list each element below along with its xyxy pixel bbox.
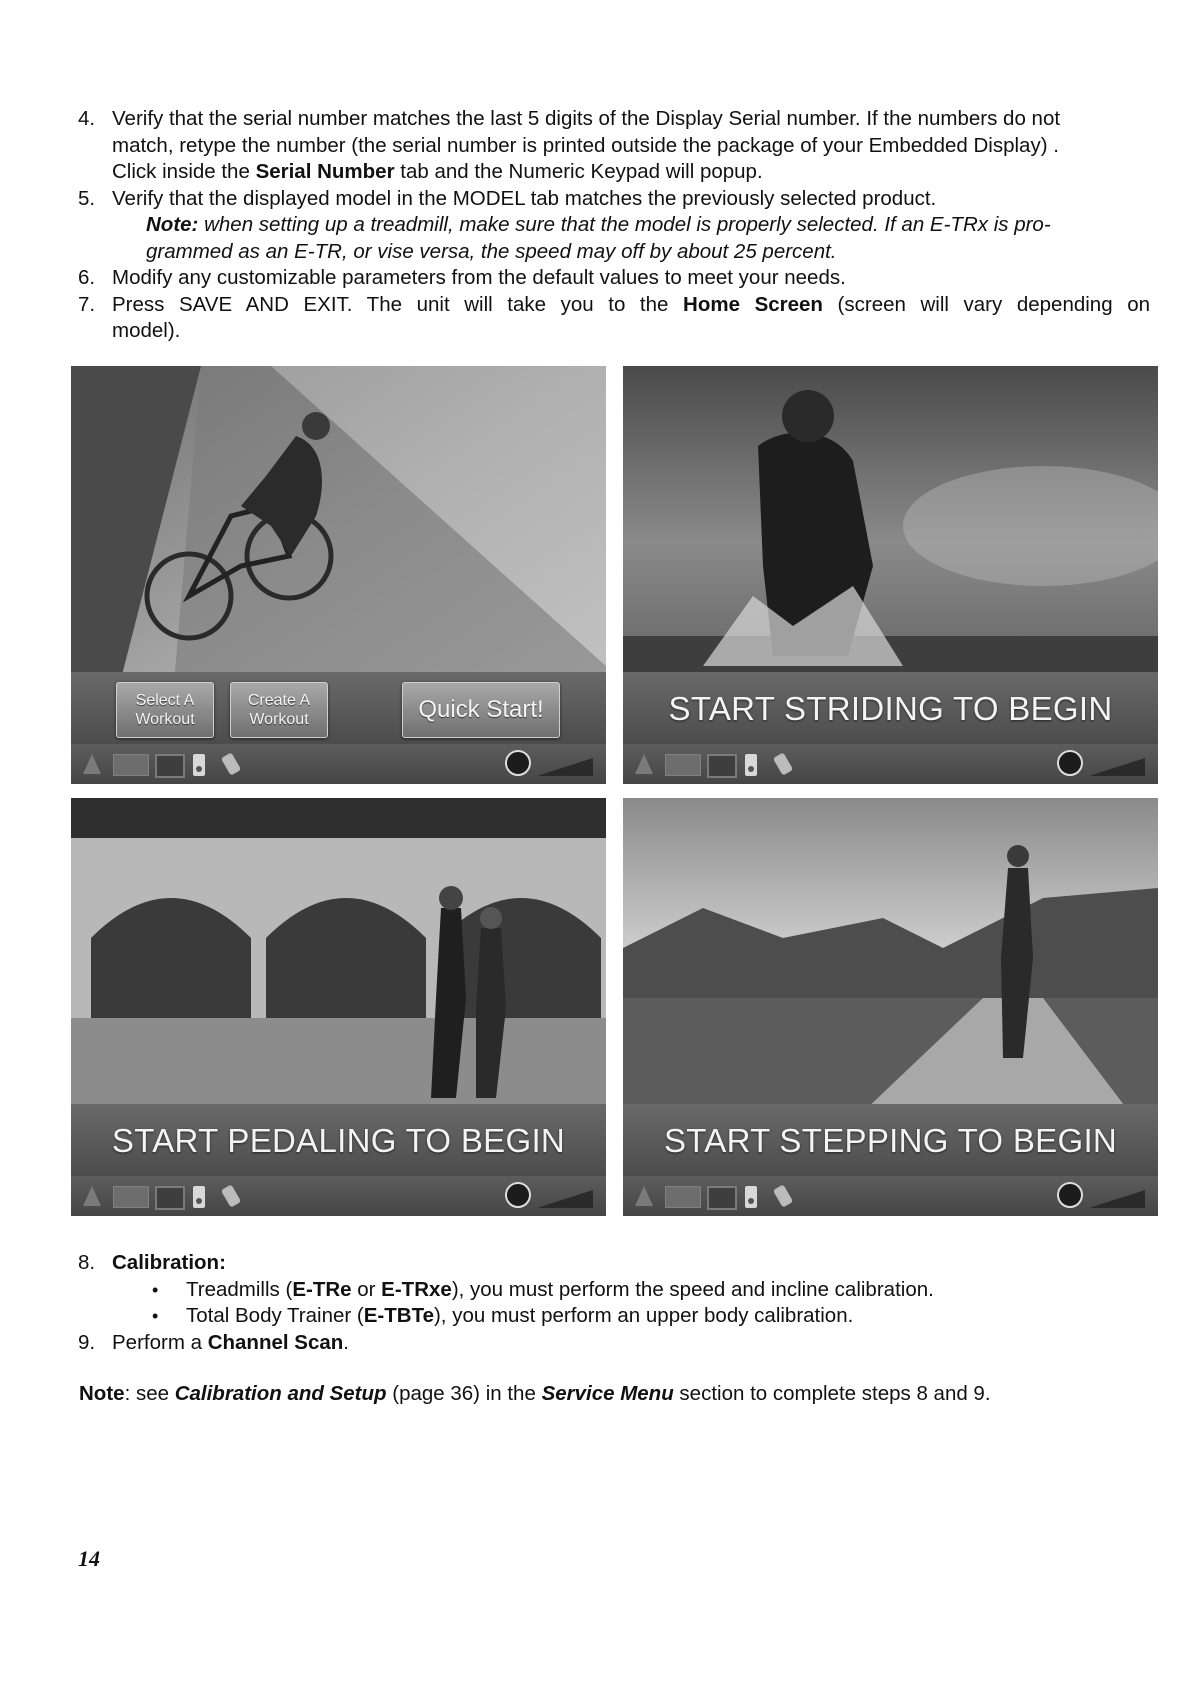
home-icon[interactable] (83, 754, 101, 774)
model-name: E-TBTe (363, 1304, 434, 1327)
keypad-icon[interactable] (113, 754, 149, 776)
volume-icon[interactable] (1089, 1190, 1145, 1208)
walkers-courtyard-photo (71, 798, 606, 1150)
volume-icon[interactable] (537, 1190, 593, 1208)
taskbar (623, 1176, 1158, 1216)
bullet-text: Treadmills ( (186, 1277, 293, 1301)
keypad-icon[interactable] (665, 754, 701, 776)
bike-home-screen (71, 366, 606, 784)
keypad-icon[interactable] (113, 1186, 149, 1208)
bullet-text: or (351, 1277, 382, 1301)
tv-icon[interactable] (155, 1186, 185, 1210)
note-text: when setting up a treadmill, make sure that the model is properly selected. If an E-TRx is pro- (198, 213, 1051, 236)
note-label: Note: (146, 213, 199, 236)
note-text: (page 36) in the (386, 1382, 542, 1405)
note-line (146, 212, 1150, 239)
step-number: 7. (78, 292, 96, 316)
step-text-line: match, retype the number (the serial number is printed outside the package of your Embedded Display) . (112, 133, 1059, 157)
step-5 (66, 186, 1150, 213)
note-text: section to complete steps 8 and 9. (673, 1382, 991, 1405)
volume-icon[interactable] (1089, 758, 1145, 776)
step-text: Press SAVE AND EXIT. The unit will take you to the (112, 292, 684, 316)
banner (623, 672, 1158, 744)
banner (623, 1104, 1158, 1176)
start-stepping-label[interactable]: START STEPPING TO BEGIN (663, 1122, 1118, 1159)
step-text-line: model). (112, 319, 181, 342)
step-6 (66, 265, 1150, 292)
keypad-icon[interactable] (665, 1186, 701, 1208)
start-striding-label[interactable]: START STRIDING TO BEGIN (668, 690, 1113, 727)
music-icon[interactable] (505, 1182, 531, 1208)
step-text: Click inside the (112, 160, 256, 183)
step-text: tab and the Numeric Keypad will popup. (394, 160, 763, 183)
home-screen-term: Home Screen (683, 292, 823, 316)
steps-bottom-list (66, 1250, 1150, 1356)
note-line: grammed as an E-TR, or vise versa, the speed may off by about 25 percent. (146, 239, 837, 263)
bullet-text: Total Body Trainer ( (186, 1304, 364, 1327)
step-number: 8. (78, 1251, 96, 1274)
button-label: Quick Start! (418, 696, 544, 723)
ipod-icon[interactable] (745, 1186, 757, 1208)
start-pedaling-label[interactable]: START PEDALING TO BEGIN (111, 1122, 566, 1159)
service-menu-reference: Service Menu (541, 1382, 674, 1405)
tv-icon[interactable] (155, 754, 185, 778)
music-icon[interactable] (1057, 1182, 1083, 1208)
button-label: Workout (249, 711, 309, 728)
key-icon[interactable] (221, 1184, 241, 1207)
step-text-line: Verify that the serial number matches the last 5 digits of the Display Serial number. If the numbers do not (112, 107, 1061, 130)
step-9 (66, 1330, 1150, 1357)
key-icon[interactable] (773, 752, 793, 775)
quick-start-button[interactable] (402, 682, 560, 738)
step-4 (66, 106, 1150, 186)
bottom-note (79, 1382, 991, 1406)
steps-top-list (66, 106, 1150, 345)
stepping-home-screen (623, 798, 1158, 1216)
button-label: Select A (135, 692, 195, 709)
tv-icon[interactable] (707, 754, 737, 778)
step-text-line (112, 292, 1150, 319)
taskbar (71, 744, 606, 784)
ipod-icon[interactable] (193, 1186, 205, 1208)
model-note (66, 212, 1150, 265)
step-number: 6. (78, 266, 96, 289)
runner-in-water-photo (623, 366, 1158, 718)
bullet-total-body-trainer (152, 1303, 1150, 1330)
runner-landscape-photo (623, 798, 1158, 1150)
page-number: 14 (78, 1546, 100, 1571)
button-label: Workout (135, 711, 195, 728)
step-text: (screen will vary depending on (822, 292, 1150, 316)
ipod-icon[interactable] (193, 754, 205, 776)
pedaling-home-screen (71, 798, 606, 1216)
create-workout-button[interactable] (230, 682, 328, 738)
model-name: E-TRxe (381, 1277, 452, 1301)
step-text-line: Verify that the displayed model in the MODEL tab matches the previously selected product. (112, 186, 937, 210)
calibration-title: Calibration: (112, 1251, 226, 1274)
step-text: . (343, 1330, 349, 1354)
bullet-text: ), you must perform the speed and incline calibration. (451, 1277, 934, 1301)
taskbar (71, 1176, 606, 1216)
home-icon[interactable] (635, 1186, 653, 1206)
music-icon[interactable] (1057, 750, 1083, 776)
bullet-text: ), you must perform an upper body calibration. (433, 1304, 854, 1327)
step-7 (66, 292, 1150, 345)
select-workout-button[interactable] (116, 682, 214, 738)
step-number: 4. (78, 107, 96, 130)
step-number: 5. (78, 186, 96, 210)
banner (71, 1104, 606, 1176)
music-icon[interactable] (505, 750, 531, 776)
step-number: 9. (78, 1330, 96, 1354)
striding-home-screen (623, 366, 1158, 784)
step-text-line (112, 159, 1150, 186)
step-text: Perform a (112, 1330, 208, 1354)
home-icon[interactable] (635, 754, 653, 774)
cyclist-photo (71, 366, 606, 718)
step-8 (66, 1250, 1150, 1277)
calibration-bullets (66, 1277, 1150, 1330)
calibration-setup-reference: Calibration and Setup (174, 1382, 387, 1405)
volume-icon[interactable] (537, 758, 593, 776)
channel-scan-term: Channel Scan (207, 1330, 344, 1354)
taskbar (623, 744, 1158, 784)
tv-icon[interactable] (707, 1186, 737, 1210)
note-label: Note (79, 1382, 125, 1405)
step-text-line: Modify any customizable parameters from the default values to meet your needs. (112, 266, 846, 289)
key-icon[interactable] (773, 1184, 793, 1207)
ipod-icon[interactable] (745, 754, 757, 776)
serial-number-term: Serial Number (255, 160, 395, 183)
home-screen-examples (71, 366, 1161, 1216)
button-label: Create A (247, 692, 311, 709)
model-name: E-TRe (292, 1277, 352, 1301)
key-icon[interactable] (221, 752, 241, 775)
home-icon[interactable] (83, 1186, 101, 1206)
bullet-treadmills (152, 1277, 1150, 1304)
note-text: : see (124, 1382, 175, 1405)
